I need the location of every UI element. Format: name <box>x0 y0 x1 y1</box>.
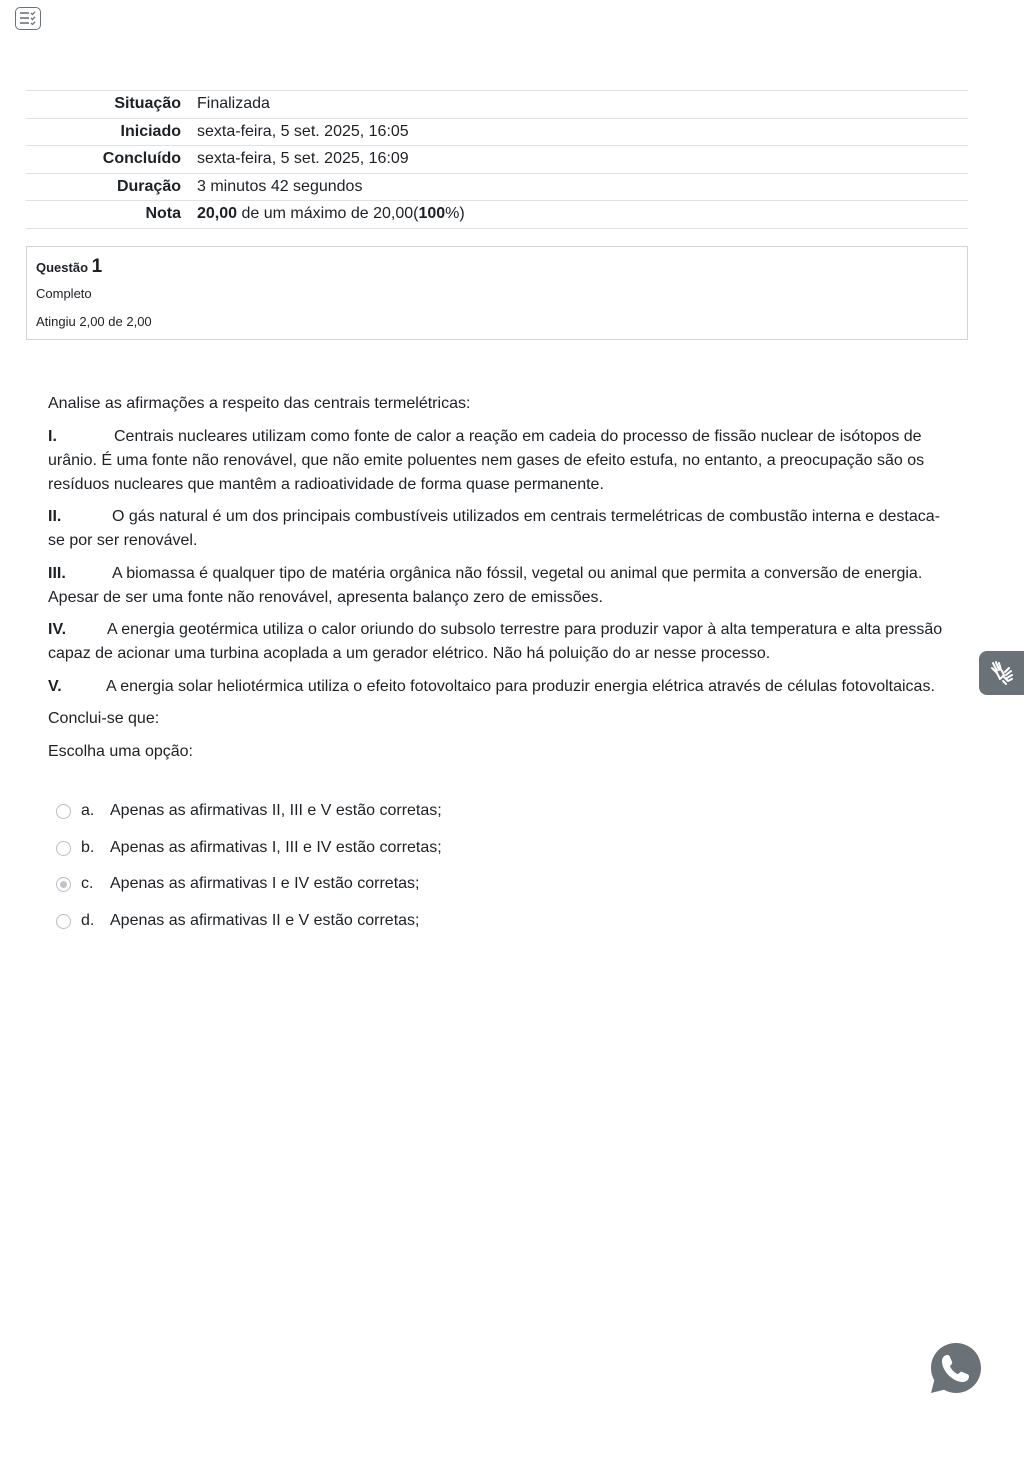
quiz-navigation-icon[interactable] <box>15 7 41 30</box>
summary-row-grade <box>26 201 968 229</box>
summary-row-duration <box>26 173 968 201</box>
statement-2 <box>48 505 948 553</box>
question-conclusion: Conclui-se que: <box>48 710 160 727</box>
answer-text: Apenas as afirmativas II e V estão corretas; <box>110 912 420 930</box>
statement-text: A biomassa é qualquer tipo de matéria orgânica não fóssil, vegetal ou animal que permita a conversão de energia. Apesar de ser uma fonte não renovável, apresenta balanço zero de emissões. <box>48 564 923 606</box>
summary-row-completed <box>26 146 968 174</box>
answer-radio-selected[interactable] <box>56 877 71 892</box>
answer-text: Apenas as afirmativas I e IV estão corretas; <box>110 875 420 893</box>
question-number <box>36 256 102 278</box>
statement-5 <box>48 675 948 699</box>
statement-text: A energia geotérmica utiliza o calor oriundo do subsolo terrestre para produzir vapor à alta temperatura e alta pressão capaz de acionar uma turbina acoplada a um gerador elétrico. Não há poluição do ar nesse processo. <box>48 621 943 662</box>
summary-value: 3 minutos 42 segundos <box>197 177 363 195</box>
statement-numeral: II. <box>48 508 62 525</box>
summary-label: Situação <box>114 95 181 113</box>
question-state: Completo <box>36 286 92 301</box>
attempt-summary-table <box>26 90 968 229</box>
summary-value: Finalizada <box>197 95 270 113</box>
question-grade: Atingiu 2,00 de 2,00 <box>36 314 152 329</box>
statement-text: Centrais nucleares utilizam como fonte de calor a reação em cadeia do processo de fissão nuclear de isótopos de urânio. É uma fonte não renovável, que não emite poluentes nem gases de efeito estufa, no entanto, a preocupação são os resíduos nucleares que mantêm a radioatividade de forma quase permanente. <box>48 427 925 493</box>
grade-end: %) <box>445 205 465 223</box>
summary-value: sexta-feira, 5 set. 2025, 16:05 <box>197 122 409 140</box>
statement-numeral: IV. <box>48 621 67 638</box>
answer-radio[interactable] <box>56 841 71 856</box>
answer-letter: b. <box>81 838 95 856</box>
statement-4 <box>48 618 948 666</box>
statement-text: O gás natural é um dos principais combustíveis utilizados em centrais termelétricas de combustão interna e destaca-se por ser renovável. <box>48 508 940 549</box>
statement-3 <box>48 562 948 610</box>
answer-text: Apenas as afirmativas II, III e V estão corretas; <box>110 802 442 819</box>
answer-prompt: Escolha uma opção: <box>48 742 193 760</box>
summary-label: Nota <box>145 205 181 223</box>
summary-label: Iniciado <box>120 122 181 140</box>
summary-row-state <box>26 91 968 119</box>
question-number-value: 1 <box>91 256 103 277</box>
question-intro: Analise as afirmações a respeito das centrais termelétricas: <box>48 395 471 412</box>
vlibras-accessibility-button[interactable] <box>979 651 1024 695</box>
answer-letter: d. <box>81 912 95 930</box>
answer-radio[interactable] <box>56 914 71 929</box>
answer-letter: a. <box>81 802 95 819</box>
whatsapp-chat-button[interactable] <box>929 1341 983 1395</box>
question-text <box>48 392 948 772</box>
statement-numeral: I. <box>48 427 57 445</box>
summary-row-started <box>26 118 968 146</box>
answer-letter: c. <box>81 875 94 893</box>
summary-label: Duração <box>116 177 181 195</box>
question-info-box <box>26 246 968 340</box>
question-label: Questão <box>36 260 89 275</box>
grade-percent: 100 <box>418 205 446 223</box>
grade-middle: de um máximo de 20,00( <box>237 205 419 223</box>
summary-value: sexta-feira, 5 set. 2025, 16:09 <box>197 150 409 168</box>
statement-text: A energia solar heliotérmica utiliza o efeito fotovoltaico para produzir energia elétrica através de células fotovoltaicas. <box>106 677 935 695</box>
answer-text: Apenas as afirmativas I, III e IV estão corretas; <box>110 838 442 856</box>
statement-numeral: III. <box>48 564 66 582</box>
summary-label: Concluído <box>102 150 181 168</box>
summary-grade-value <box>197 201 968 229</box>
statement-numeral: V. <box>48 677 62 695</box>
statement-1 <box>48 425 948 497</box>
grade-score: 20,00 <box>197 205 238 223</box>
whatsapp-icon <box>929 1382 983 1399</box>
answer-radio[interactable] <box>56 804 71 819</box>
